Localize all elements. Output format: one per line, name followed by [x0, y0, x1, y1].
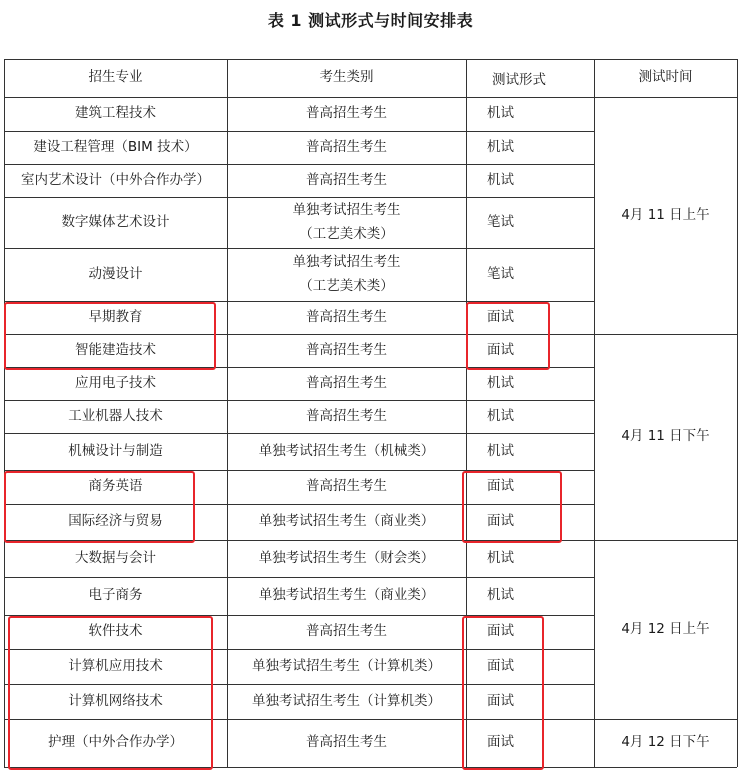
category-line: 单独考试招生考生（计算机类） [252, 657, 441, 674]
cell-major: 动漫设计 [88, 265, 143, 282]
category-text [259, 440, 435, 464]
cell-category [227, 400, 466, 433]
header-major: 招生专业 [88, 69, 143, 86]
cell-format: 机试 [487, 442, 514, 459]
category-line: 普高招生考生 [306, 623, 387, 640]
cell-format: 机试 [487, 407, 514, 424]
cell-major: 国际经济与贸易 [68, 513, 163, 530]
category-line: 普高招生考生 [306, 171, 387, 188]
category-text [259, 547, 435, 571]
category-line: 普高招生考生 [306, 138, 387, 155]
category-text [306, 306, 387, 330]
category-text [306, 475, 387, 499]
category-line: 普高招生考生 [306, 374, 387, 391]
cell-category [227, 470, 466, 504]
cell-format: 面试 [487, 341, 514, 358]
cell-major: 建设工程管理（BIM 技术） [33, 138, 198, 155]
cell-major: 软件技术 [88, 623, 143, 640]
category-line: 普高招生考生 [306, 478, 387, 495]
category-line: （工艺美术类） [299, 277, 394, 294]
category-line: 普高招生考生 [306, 407, 387, 424]
category-line: 单独考试招生考生（机械类） [258, 442, 435, 459]
cell-category [227, 615, 466, 649]
header-time: 测试时间 [638, 69, 693, 86]
category-line: 单独考试招生考生（商业类） [258, 513, 435, 530]
category-text [293, 199, 401, 246]
cell-major: 室内艺术设计（中外合作办学） [21, 171, 210, 188]
category-text [306, 731, 387, 755]
header-category: 考生类别 [319, 69, 374, 86]
category-line: 单独考试招生考生（计算机类） [252, 692, 441, 709]
cell-category [227, 367, 466, 400]
cell-major: 应用电子技术 [75, 374, 156, 391]
cell-major: 早期教育 [88, 308, 143, 325]
cell-time: 4月 12 日上午 [621, 620, 710, 637]
cell-major: 护理（中外合作办学） [48, 734, 183, 751]
highlight-box [4, 471, 195, 543]
cell-time: 4月 11 日下午 [621, 428, 710, 445]
cell-format: 面试 [487, 657, 514, 674]
cell-format: 机试 [487, 171, 514, 188]
cell-format: 面试 [487, 308, 514, 325]
cell-format: 面试 [487, 623, 514, 640]
category-line: 单独考试招生考生（财会类） [258, 549, 435, 566]
cell-format: 面试 [487, 513, 514, 530]
category-line: 单独考试招生考生 [292, 253, 401, 270]
cell-time: 4月 11 日上午 [621, 206, 710, 223]
cell-category [227, 577, 466, 615]
category-text [259, 510, 435, 534]
category-text [306, 339, 387, 363]
cell-category [227, 131, 466, 164]
cell-format: 面试 [487, 478, 514, 495]
cell-category [227, 248, 466, 301]
cell-format: 机试 [487, 587, 514, 604]
cell-major: 电子商务 [88, 587, 143, 604]
highlight-box [466, 302, 550, 370]
cell-format: 笔试 [487, 213, 514, 230]
cell-category [227, 719, 466, 767]
cell-category [227, 504, 466, 540]
category-text [306, 620, 387, 644]
cell-major: 数字媒体艺术设计 [61, 213, 170, 230]
cell-category [227, 684, 466, 719]
cell-category [227, 649, 466, 684]
category-line: （工艺美术类） [299, 225, 394, 242]
category-line: 单独考试招生考生（商业类） [258, 587, 435, 604]
category-text [306, 102, 387, 126]
category-text [293, 251, 401, 298]
cell-format: 面试 [487, 734, 514, 751]
category-line: 普高招生考生 [306, 308, 387, 325]
cell-major: 工业机器人技术 [68, 407, 163, 424]
cell-major: 大数据与会计 [75, 549, 156, 566]
cell-category [227, 197, 466, 248]
cell-major: 机械设计与制造 [68, 442, 163, 459]
highlight-box [4, 302, 216, 370]
category-text [306, 169, 387, 193]
cell-time: 4月 12 日下午 [621, 734, 710, 751]
cell-category [227, 301, 466, 334]
category-text [259, 584, 435, 608]
cell-major: 商务英语 [88, 478, 143, 495]
cell-format: 机试 [487, 374, 514, 391]
cell-category [227, 540, 466, 577]
category-line: 普高招生考生 [306, 341, 387, 358]
category-text [306, 372, 387, 396]
cell-category [227, 433, 466, 470]
column-divider [737, 59, 738, 767]
category-text [306, 405, 387, 429]
category-line: 单独考试招生考生 [292, 201, 401, 218]
cell-major: 智能建造技术 [75, 341, 156, 358]
cell-major: 计算机应用技术 [68, 657, 163, 674]
header-format: 测试形式 [492, 72, 546, 88]
highlight-box [462, 471, 562, 543]
cell-format: 机试 [487, 138, 514, 155]
table-title: 表 1 测试形式与时间安排表 [267, 11, 474, 30]
cell-category [227, 334, 466, 367]
cell-major: 计算机网络技术 [68, 692, 163, 709]
highlight-box [8, 616, 213, 770]
category-line: 普高招生考生 [306, 105, 387, 122]
cell-format: 面试 [487, 692, 514, 709]
cell-major: 建筑工程技术 [75, 105, 156, 122]
cell-format: 机试 [487, 105, 514, 122]
cell-format: 笔试 [487, 265, 514, 282]
cell-category [227, 97, 466, 131]
category-text [252, 655, 441, 679]
highlight-box [462, 616, 544, 770]
category-text [252, 690, 441, 714]
category-text [306, 136, 387, 160]
category-line: 普高招生考生 [306, 734, 387, 751]
cell-format: 机试 [487, 549, 514, 566]
cell-category [227, 164, 466, 197]
